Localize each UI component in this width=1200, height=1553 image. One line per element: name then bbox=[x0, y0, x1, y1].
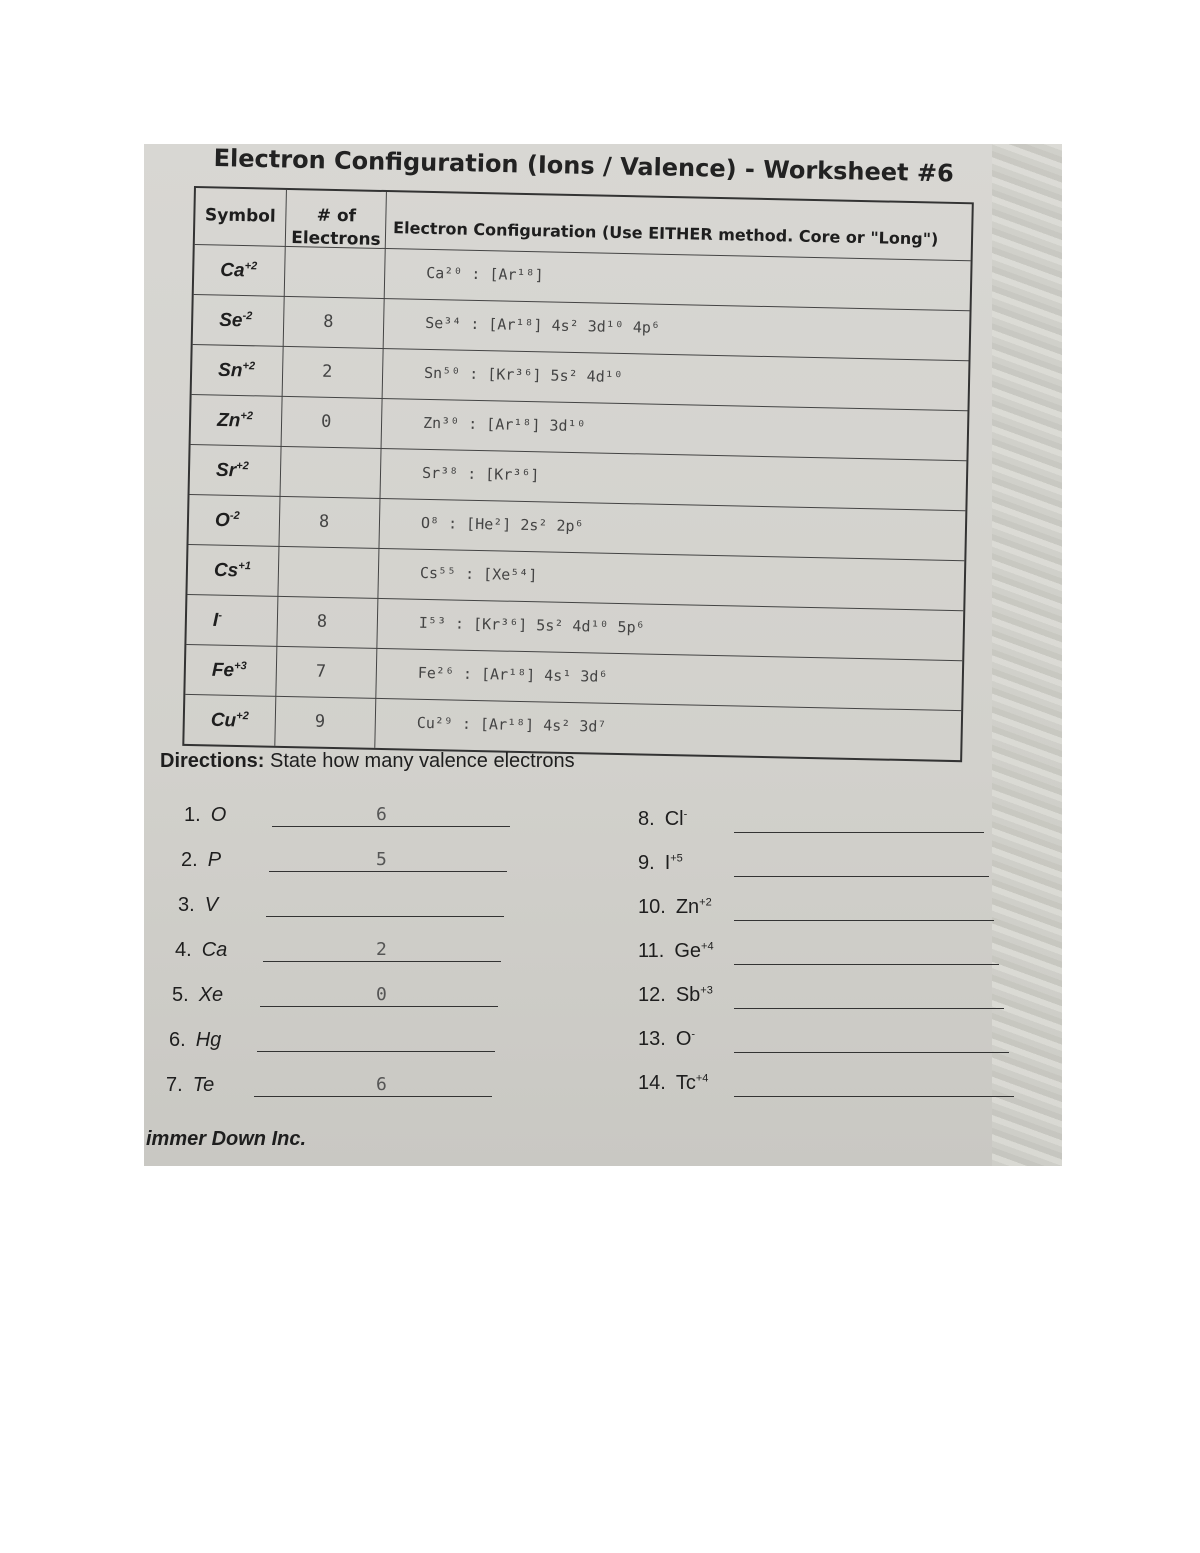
question-charge: +4 bbox=[701, 940, 714, 953]
symbol-charge: -2 bbox=[229, 509, 240, 523]
question-number: 13. bbox=[638, 1028, 666, 1050]
symbol-text: Cs bbox=[213, 559, 239, 582]
question-left bbox=[181, 849, 221, 872]
question-right bbox=[638, 808, 687, 831]
question-item: Te bbox=[192, 1074, 215, 1096]
answer-value: 5 bbox=[376, 849, 387, 870]
worksheet-page bbox=[144, 144, 1062, 1166]
question-item: Zn bbox=[675, 896, 700, 918]
row-electron-count: 7 bbox=[315, 661, 327, 682]
symbol-charge: -2 bbox=[242, 310, 253, 323]
directions bbox=[160, 750, 575, 773]
symbol-text: Sn bbox=[217, 359, 243, 382]
question-charge: - bbox=[683, 808, 688, 821]
row-symbol bbox=[214, 560, 251, 583]
question-number: 7. bbox=[166, 1074, 183, 1096]
row-configuration: Fe²⁶ : [Ar¹⁸] 4s¹ 3d⁶ bbox=[417, 663, 608, 686]
answer-value: 6 bbox=[376, 804, 387, 825]
question-charge: - bbox=[691, 1028, 696, 1041]
worksheet-photo bbox=[144, 144, 1062, 1166]
question-left bbox=[169, 1029, 221, 1052]
question-charge: +2 bbox=[699, 896, 712, 909]
row-configuration: Cu²⁹ : [Ar¹⁸] 4s² 3d⁷ bbox=[416, 713, 607, 736]
question-number: 1. bbox=[184, 804, 201, 826]
row-electron-count: 9 bbox=[314, 711, 326, 732]
configuration-table bbox=[182, 186, 974, 762]
question-item: Cl bbox=[664, 808, 684, 830]
question-number: 4. bbox=[175, 939, 192, 961]
question-item: P bbox=[207, 849, 222, 871]
directions-label: Directions: bbox=[160, 750, 265, 772]
question-number: 11. bbox=[638, 940, 665, 962]
answer-blank[interactable] bbox=[254, 1096, 492, 1097]
question-item: Xe bbox=[198, 984, 224, 1006]
row-configuration: Ca²⁰ : [Ar¹⁸] bbox=[426, 263, 544, 285]
row-configuration: Sn⁵⁰ : [Kr³⁶] 5s² 4d¹⁰ bbox=[423, 363, 623, 387]
row-symbol bbox=[215, 510, 240, 533]
symbol-text: I bbox=[212, 609, 219, 631]
answer-blank[interactable] bbox=[266, 916, 504, 917]
row-configuration: O⁸ : [He²] 2s² 2p⁶ bbox=[420, 513, 584, 536]
question-item: I bbox=[664, 852, 671, 874]
symbol-charge: +2 bbox=[244, 260, 258, 273]
row-symbol bbox=[216, 460, 249, 483]
question-number: 2. bbox=[181, 849, 198, 871]
answer-value: 6 bbox=[376, 1074, 387, 1095]
question-item: Ge bbox=[674, 940, 702, 962]
question-item: Sb bbox=[675, 984, 701, 1006]
answer-value: 2 bbox=[376, 939, 387, 960]
answer-blank[interactable] bbox=[734, 876, 989, 877]
row-configuration: Sr³⁸ : [Kr³⁶] bbox=[421, 463, 540, 485]
symbol-text: Cu bbox=[210, 709, 237, 732]
row-electron-count: 8 bbox=[318, 511, 330, 532]
symbol-text: Fe bbox=[211, 659, 235, 682]
row-configuration: Se³⁴ : [Ar¹⁸] 4s² 3d¹⁰ 4p⁶ bbox=[424, 313, 661, 337]
question-number: 9. bbox=[638, 852, 655, 874]
header-symbol: Symbol bbox=[204, 205, 276, 227]
question-number: 6. bbox=[169, 1029, 186, 1051]
answer-blank[interactable] bbox=[269, 871, 507, 872]
symbol-text: Zn bbox=[216, 409, 241, 432]
header-configuration: Electron Configuration (Use EITHER method. Core or "Long") bbox=[392, 218, 939, 249]
answer-blank[interactable] bbox=[257, 1051, 495, 1052]
question-item: O bbox=[675, 1028, 692, 1050]
answer-blank[interactable] bbox=[272, 826, 510, 827]
symbol-text: Ca bbox=[220, 259, 245, 282]
question-number: 14. bbox=[638, 1072, 666, 1094]
row-symbol bbox=[218, 360, 255, 383]
row-electron-count: 8 bbox=[316, 611, 328, 632]
answer-blank[interactable] bbox=[263, 961, 501, 962]
question-number: 8. bbox=[638, 808, 655, 830]
question-left bbox=[178, 894, 218, 917]
question-item: Hg bbox=[195, 1029, 222, 1051]
question-item: O bbox=[210, 804, 227, 826]
symbol-text: O bbox=[214, 509, 231, 532]
question-item: V bbox=[204, 894, 219, 916]
answer-blank[interactable] bbox=[734, 1096, 1014, 1097]
question-number: 12. bbox=[638, 984, 666, 1006]
row-electron-count: 2 bbox=[321, 361, 333, 382]
question-right bbox=[638, 852, 683, 875]
question-left bbox=[175, 939, 227, 962]
question-right bbox=[638, 940, 714, 963]
symbol-text: Se bbox=[218, 309, 243, 332]
symbol-charge: - bbox=[218, 609, 223, 622]
symbol-charge: +1 bbox=[238, 560, 252, 573]
row-electron-count: 8 bbox=[322, 311, 334, 332]
question-right bbox=[638, 896, 712, 919]
directions-text: State how many valence electrons bbox=[270, 750, 575, 772]
question-left bbox=[172, 984, 223, 1007]
question-charge: +3 bbox=[700, 984, 713, 997]
question-number: 10. bbox=[638, 896, 666, 918]
question-number: 3. bbox=[178, 894, 195, 916]
question-number: 5. bbox=[172, 984, 189, 1006]
question-charge: +5 bbox=[670, 852, 683, 865]
answer-blank[interactable] bbox=[734, 1052, 1009, 1053]
header-electrons: # of Electrons bbox=[290, 205, 381, 250]
symbol-charge: +2 bbox=[242, 360, 256, 373]
symbol-charge: +2 bbox=[240, 410, 254, 423]
row-symbol bbox=[213, 609, 222, 632]
worksheet-title: Electron Configuration (Ions / Valence) - Worksheet #6 bbox=[213, 144, 954, 188]
symbol-charge: +2 bbox=[236, 459, 249, 473]
row-symbol bbox=[220, 260, 257, 283]
row-electron-count: 0 bbox=[320, 411, 332, 432]
row-symbol bbox=[217, 410, 253, 433]
question-right bbox=[638, 1072, 708, 1095]
footer-credit: immer Down Inc. bbox=[146, 1128, 307, 1150]
row-symbol bbox=[219, 310, 252, 333]
question-charge: +4 bbox=[695, 1072, 709, 1085]
answer-blank[interactable] bbox=[734, 964, 999, 965]
symbol-charge: +2 bbox=[236, 710, 249, 723]
question-left bbox=[184, 804, 226, 827]
question-left bbox=[166, 1074, 214, 1097]
answer-blank[interactable] bbox=[734, 1008, 1004, 1009]
row-symbol bbox=[211, 709, 249, 732]
row-configuration: Zn³⁰ : [Ar¹⁸] 3d¹⁰ bbox=[422, 413, 586, 436]
row-configuration: I⁵³ : [Kr³⁶] 5s² 4d¹⁰ 5p⁶ bbox=[418, 613, 645, 637]
symbol-charge: +3 bbox=[234, 659, 247, 673]
row-symbol bbox=[212, 659, 247, 682]
answer-blank[interactable] bbox=[734, 832, 984, 833]
answer-blank[interactable] bbox=[734, 920, 994, 921]
answer-value: 0 bbox=[376, 984, 387, 1005]
row-configuration: Cs⁵⁵ : [Xe⁵⁴] bbox=[419, 563, 538, 585]
answer-blank[interactable] bbox=[260, 1006, 498, 1007]
question-item: Ca bbox=[201, 939, 228, 961]
question-right bbox=[638, 1028, 695, 1051]
symbol-text: Sr bbox=[215, 459, 237, 482]
question-item: Tc bbox=[675, 1072, 696, 1094]
question-right bbox=[638, 984, 713, 1007]
